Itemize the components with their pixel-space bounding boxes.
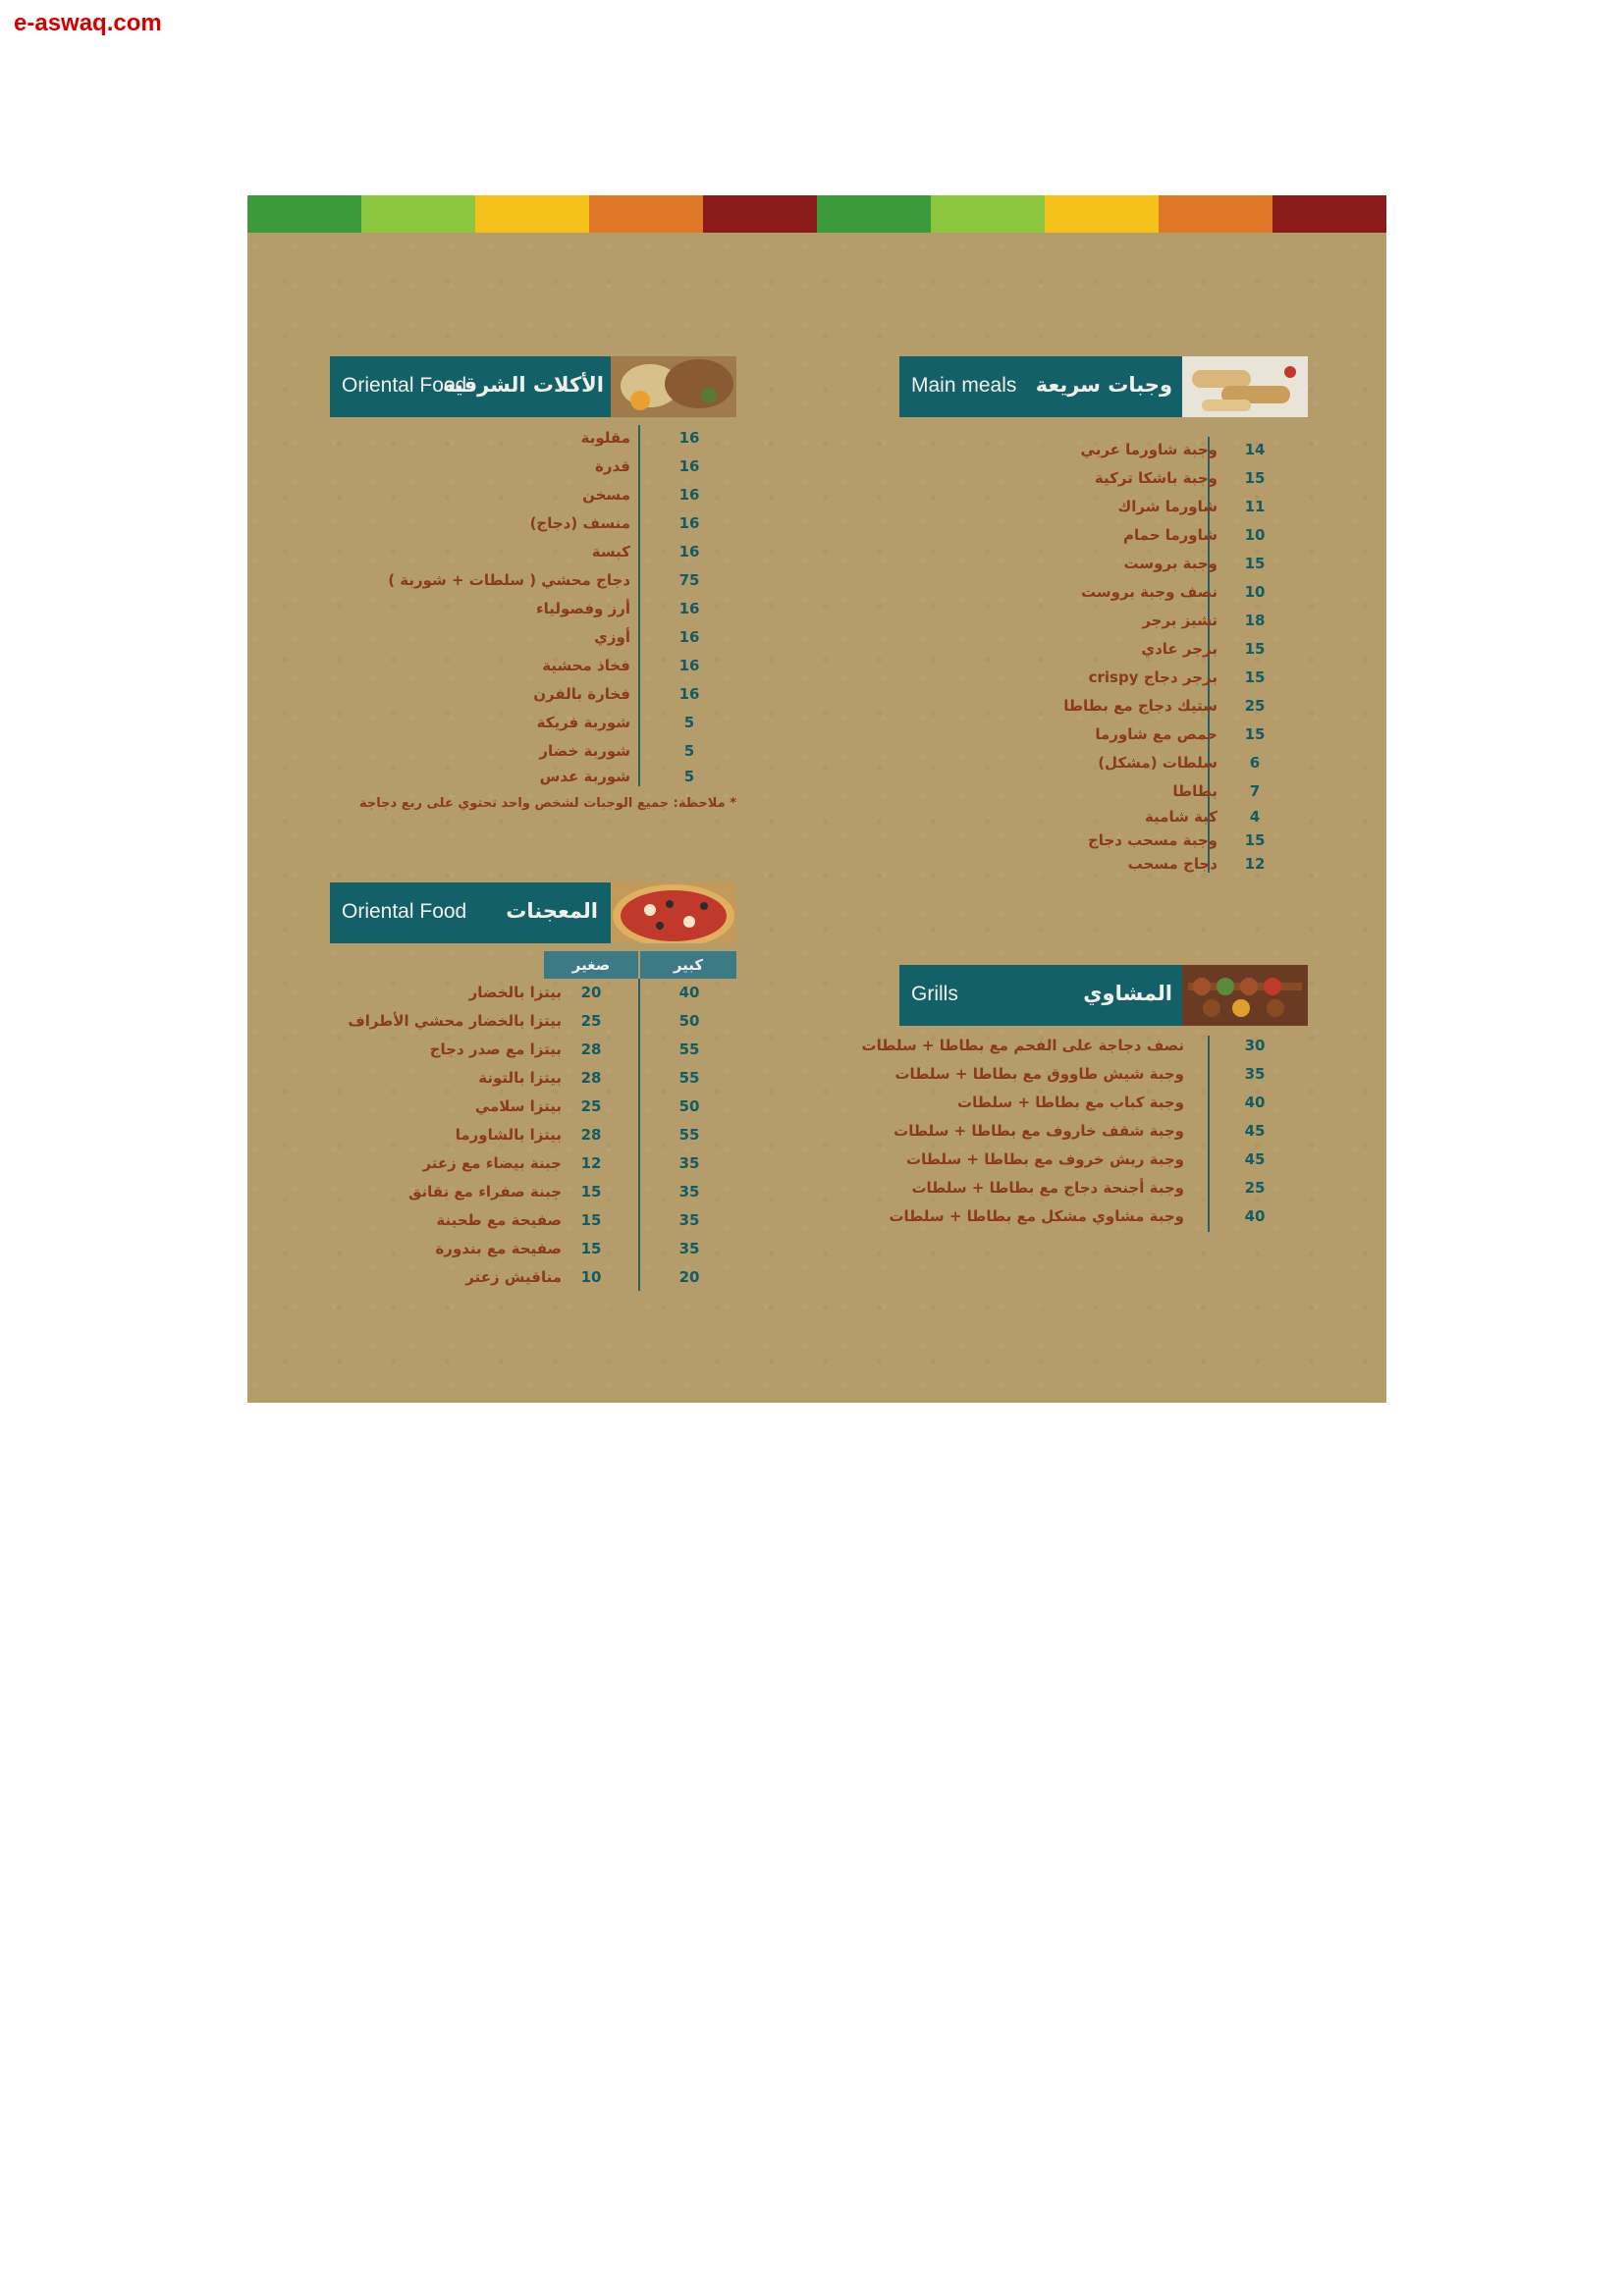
item-name: نصف دجاجة على الفحم مع بطاطا + سلطات: [861, 1037, 1184, 1054]
item-name: وجبة كباب مع بطاطا + سلطات: [957, 1094, 1184, 1111]
pastries-title-en: Oriental Food: [342, 900, 467, 923]
item-name: أوزي: [594, 628, 630, 646]
item-price-large: 20: [678, 1268, 700, 1286]
item-price-small: 20: [580, 984, 602, 1001]
item-price-small: 15: [580, 1183, 602, 1201]
item-price-small: 28: [580, 1126, 602, 1144]
item-price: 40: [1244, 1094, 1266, 1111]
item-price: 25: [1244, 697, 1266, 715]
item-name: مقلوبة: [580, 429, 630, 447]
main-menu-item: [247, 668, 1386, 694]
grills-menu-item: [247, 1207, 1386, 1233]
item-name: سلطات (مشكل): [1098, 754, 1218, 772]
item-name: نصف وجبة بروست: [1081, 583, 1218, 601]
pastries-title-ar: المعجنات: [506, 899, 598, 923]
item-price-small: 25: [580, 1097, 602, 1115]
item-price: 30: [1244, 1037, 1266, 1054]
col-small-header: صغير: [544, 951, 638, 979]
main-menu-item: [247, 640, 1386, 666]
item-name: بيتزا مع صدر دجاج: [429, 1041, 562, 1058]
pastries-menu-item: [247, 1268, 1386, 1294]
stripe-segment: [1272, 195, 1386, 233]
main-menu-item: [247, 441, 1386, 466]
item-price: 16: [678, 543, 700, 561]
main-menu-item: [247, 782, 1386, 808]
item-name: وجبة مسحب دجاج: [1088, 831, 1218, 849]
item-price: 10: [1244, 583, 1266, 601]
grills-menu-item: [247, 1179, 1386, 1204]
stripe-segment: [475, 195, 589, 233]
stripe-segment: [247, 195, 361, 233]
item-name: وجبة شيش طاووق مع بطاطا + سلطات: [894, 1065, 1184, 1083]
main-menu-item: [247, 808, 1386, 833]
oriental-header: [330, 356, 612, 417]
item-price: 12: [1244, 855, 1266, 873]
item-name: شاورما شراك: [1117, 498, 1218, 515]
item-price: 11: [1244, 498, 1266, 515]
item-price: 15: [1244, 469, 1266, 487]
item-price-small: 15: [580, 1240, 602, 1257]
color-stripe: [247, 195, 1386, 233]
grills-header: [899, 965, 1184, 1026]
item-name: حمص مع شاورما: [1095, 725, 1218, 743]
item-name: صفيحة مع طحينة: [436, 1211, 562, 1229]
item-name: منسف (دجاج): [529, 514, 630, 532]
item-price-large: 50: [678, 1097, 700, 1115]
main-menu-item: [247, 555, 1386, 580]
item-name: بيتزا بالخضار محشي الأطراف: [348, 1012, 562, 1030]
item-name: دجاج مسحب: [1127, 855, 1218, 873]
item-price: 25: [1244, 1179, 1266, 1197]
item-price: 16: [678, 429, 700, 447]
pastries-header: [330, 882, 612, 943]
oriental-title-ar: الأكلات الشرقية: [443, 373, 604, 397]
stripe-segment: [361, 195, 475, 233]
oriental-note: * ملاحظة: جميع الوجبات لشخص واحد تحتوي على ربع دجاجة: [359, 796, 736, 811]
oriental-title-en: Oriental Food: [342, 374, 467, 397]
stripe-segment: [703, 195, 817, 233]
item-price: 10: [1244, 526, 1266, 544]
item-price: 16: [678, 600, 700, 617]
item-name: بيتزا بالشاورما: [455, 1126, 562, 1144]
item-price-large: 35: [678, 1183, 700, 1201]
item-name: برجر عادي: [1141, 640, 1218, 658]
item-name: شوربة خضار: [539, 742, 630, 760]
item-name: بيتزا بالتونة: [478, 1069, 562, 1087]
item-name: ستيك دجاج مع بطاطا: [1063, 697, 1218, 715]
item-name: صفيحة مع بندورة: [435, 1240, 562, 1257]
main-menu-item: [247, 754, 1386, 779]
stripe-segment: [1159, 195, 1272, 233]
item-price-large: 40: [678, 984, 700, 1001]
item-price: 7: [1249, 782, 1261, 800]
pastries-menu-item: [247, 1240, 1386, 1265]
item-price: 5: [683, 742, 695, 760]
item-name: وجبة مشاوي مشكل مع بطاطا + سلطات: [889, 1207, 1184, 1225]
grills-menu-item: [247, 1094, 1386, 1119]
item-price: 16: [678, 514, 700, 532]
item-price-large: 35: [678, 1211, 700, 1229]
mixed-dish-photo: [611, 356, 736, 417]
item-name: برجر دجاج crispy: [1088, 668, 1218, 686]
item-name: كبة شامية: [1144, 808, 1218, 826]
item-price: 16: [678, 685, 700, 703]
grills-menu-item: [247, 1122, 1386, 1148]
item-price-small: 25: [580, 1012, 602, 1030]
main-title-ar: وجبات سريعة: [1035, 373, 1172, 397]
item-price: 15: [1244, 725, 1266, 743]
item-name: بيتزا سلامي: [474, 1097, 562, 1115]
main-menu-item: [247, 526, 1386, 552]
item-name: دجاج محشي ( سلطات + شوربة ): [388, 571, 630, 589]
item-name: وجبة بروست: [1123, 555, 1218, 572]
item-price-small: 12: [580, 1154, 602, 1172]
main-title-en: Main meals: [911, 374, 1017, 397]
stripe-segment: [931, 195, 1045, 233]
item-price: 15: [1244, 555, 1266, 572]
grills-menu-item: [247, 1150, 1386, 1176]
grills-photo: [1182, 965, 1308, 1026]
item-name: وجبة باشكا تركية: [1094, 469, 1218, 487]
main-menu-item: [247, 612, 1386, 637]
item-price-large: 35: [678, 1154, 700, 1172]
item-name: مسخن: [582, 486, 630, 504]
site-watermark[interactable]: e-aswaq.com: [14, 10, 162, 36]
main-menu-item: [247, 583, 1386, 609]
grills-menu-item: [247, 1037, 1386, 1062]
item-name: جبنة بيضاء مع زعتر: [422, 1154, 562, 1172]
stripe-segment: [1045, 195, 1159, 233]
col-large-header: كبير: [640, 951, 736, 979]
shawarma-photo: [1182, 356, 1308, 417]
pizza-photo: [611, 882, 736, 943]
item-price: 45: [1244, 1122, 1266, 1140]
item-name: شوربة فريكة: [536, 714, 630, 731]
main-menu-item: [247, 855, 1386, 881]
item-price-small: 15: [580, 1211, 602, 1229]
item-name: مناقيش زعتر: [465, 1268, 562, 1286]
item-name: بيتزا بالخضار: [468, 984, 562, 1001]
item-price-small: 28: [580, 1041, 602, 1058]
item-price: 40: [1244, 1207, 1266, 1225]
item-name: شاورما حمام: [1123, 526, 1218, 544]
item-price: 16: [678, 657, 700, 674]
item-price-large: 55: [678, 1126, 700, 1144]
item-name: فخاذ محشية: [542, 657, 630, 674]
main-menu-item: [247, 697, 1386, 722]
item-name: أرز وفصولياء: [535, 600, 630, 617]
main-menu-item: [247, 469, 1386, 495]
item-name: شوربة عدس: [539, 768, 630, 785]
item-price: 45: [1244, 1150, 1266, 1168]
item-name: وجبة ريش خروف مع بطاطا + سلطات: [906, 1150, 1184, 1168]
item-price: 5: [683, 714, 695, 731]
item-price: 18: [1244, 612, 1266, 629]
item-price-large: 55: [678, 1041, 700, 1058]
item-name: بطاطا: [1172, 782, 1218, 800]
item-price: 16: [678, 628, 700, 646]
item-price-large: 55: [678, 1069, 700, 1087]
item-price: 15: [1244, 831, 1266, 849]
item-price-small: 28: [580, 1069, 602, 1087]
item-price: 14: [1244, 441, 1266, 458]
item-price: 75: [678, 571, 700, 589]
item-name: جبنة صفراء مع نقانق: [408, 1183, 562, 1201]
item-name: كبسة: [591, 543, 630, 561]
item-name: وجبة شقف خاروف مع بطاطا + سلطات: [893, 1122, 1184, 1140]
item-price-small: 10: [580, 1268, 602, 1286]
menu-page: [247, 195, 1386, 1403]
grills-title-en: Grills: [911, 983, 958, 1005]
item-name: وجبة شاورما عربي: [1080, 441, 1218, 458]
main-menu-item: [247, 831, 1386, 857]
item-price: 4: [1249, 808, 1261, 826]
item-price: 16: [678, 486, 700, 504]
item-price: 16: [678, 457, 700, 475]
main-header: [899, 356, 1184, 417]
main-menu-item: [247, 498, 1386, 523]
item-name: قدرة: [595, 457, 630, 475]
grills-title-ar: المشاوي: [1083, 982, 1172, 1005]
item-price: 35: [1244, 1065, 1266, 1083]
main-menu-item: [247, 725, 1386, 751]
item-name: فخارة بالفرن: [533, 685, 630, 703]
stripe-segment: [817, 195, 931, 233]
item-price: 15: [1244, 668, 1266, 686]
grills-menu-item: [247, 1065, 1386, 1091]
stripe-segment: [589, 195, 703, 233]
item-name: وجبة أجنحة دجاج مع بطاطا + سلطات: [911, 1179, 1184, 1197]
item-price: 5: [683, 768, 695, 785]
item-name: تشيز برجر: [1142, 612, 1218, 629]
item-price-large: 35: [678, 1240, 700, 1257]
item-price: 15: [1244, 640, 1266, 658]
item-price: 6: [1249, 754, 1261, 772]
item-price-large: 50: [678, 1012, 700, 1030]
